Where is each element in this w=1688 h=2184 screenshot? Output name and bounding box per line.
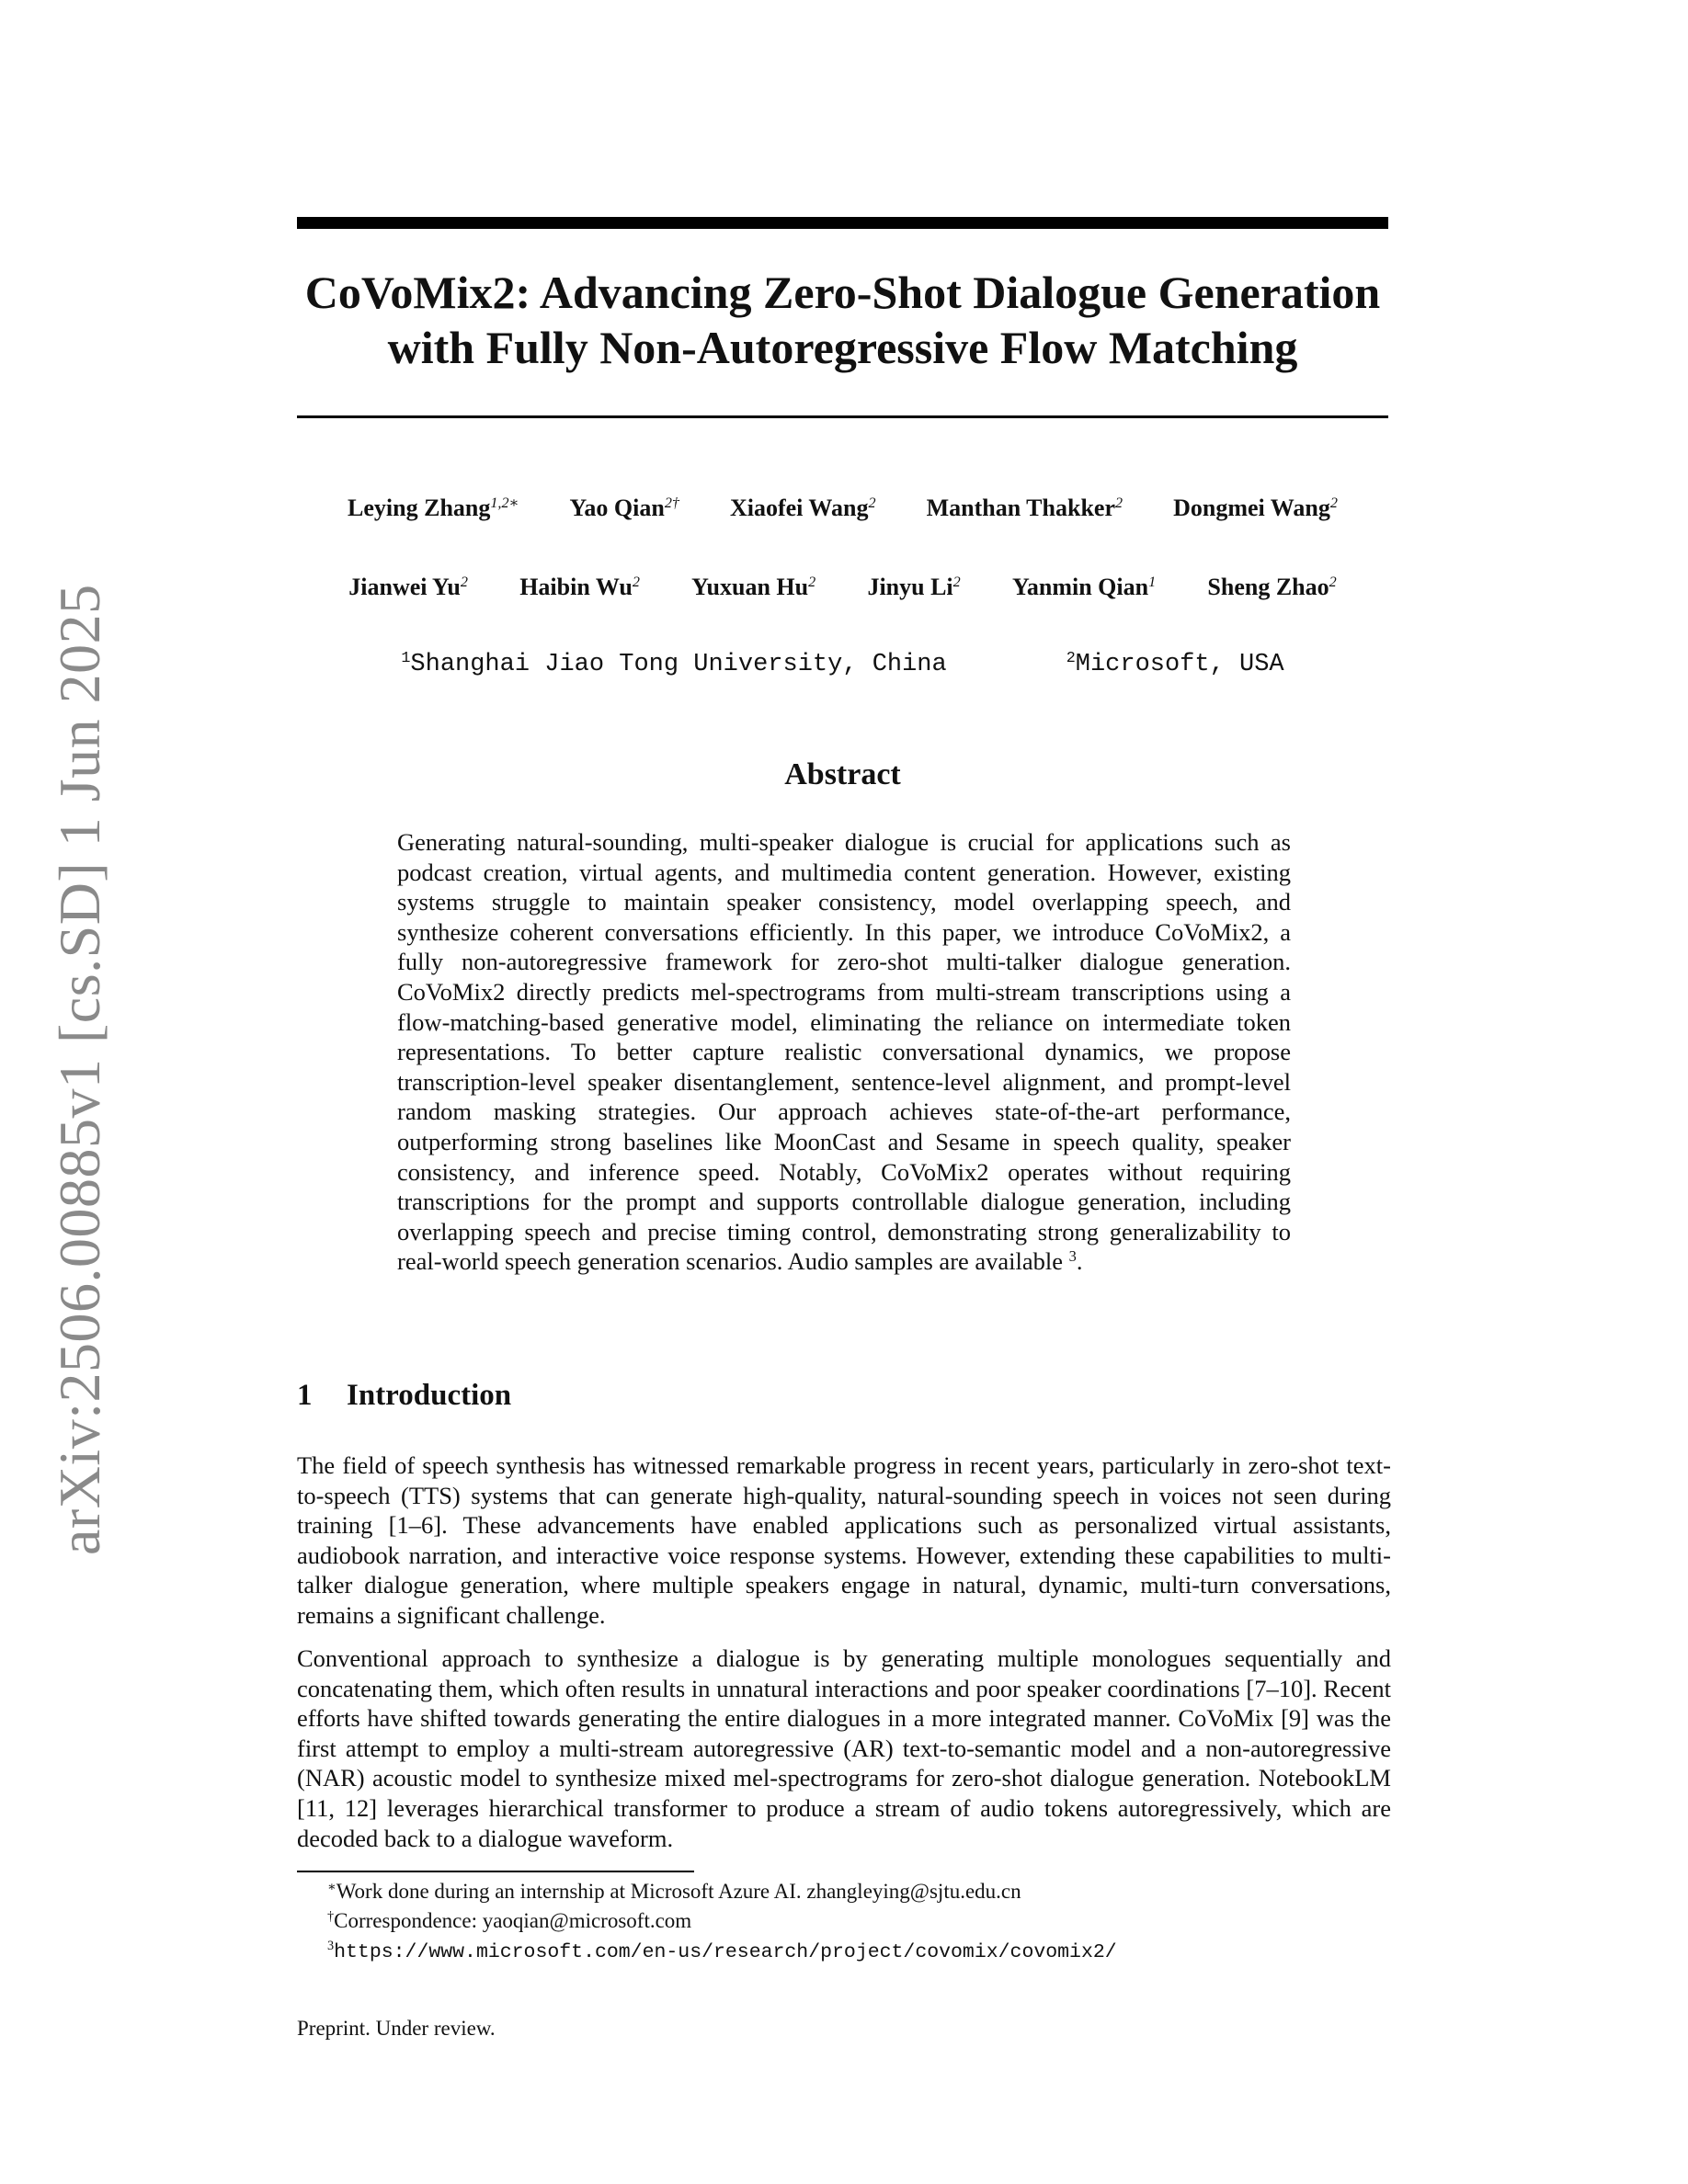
author: Jianwei Yu$^2$ [348, 574, 468, 600]
author: Manthan Thakker$^2$ [926, 495, 1123, 521]
intro-paragraph-2: Conventional approach to synthesize a dialogue is by generating multiple monologues sequentially and concatenating them, which often results in unnatural interactions and poor speaker coordinations [7–10]. Recent efforts have shifted towards generating the entire dialogues in a more integrated manner. CoVoMix [9] was the first attempt to employ a multi-stream autoregressive (AR) text-to-semantic model and a non-autoregressive (NAR) acoustic model to synthesize mixed mel-spectrograms for zero-shot dialogue generation. NotebookLM [11, 12] leverages hierarchical transformer to produce a stream of audio tokens autoregressively, which are decoded back to a dialogue waveform. [297, 1644, 1391, 1852]
section-title: Introduction [347, 1379, 512, 1412]
affiliation: $^2$Microsoft, USA [1066, 649, 1284, 678]
affiliation: $^1$Shanghai Jiao Tong University, China [401, 649, 947, 678]
arxiv-identifier-stamp: arXiv:2506.00885v1 [cs.SD] 1 Jun 2025 [47, 584, 112, 1555]
title-line-2: with Fully Non-Autoregressive Flow Matching [387, 322, 1298, 373]
title-bottom-rule [297, 415, 1388, 418]
author: Jinyu Li$^2$ [867, 574, 961, 600]
author: Yao Qian$^{2\dagger}$ [569, 495, 679, 521]
title-top-rule [297, 217, 1388, 229]
author: Dongmei Wang$^2$ [1173, 495, 1338, 521]
footnote: †Correspondence: yaoqian@microsoft.com [327, 1909, 692, 1932]
section-number: 1 [297, 1379, 313, 1412]
author: Leying Zhang$^{1,2∗}$ [348, 495, 519, 521]
preprint-note: Preprint. Under review. [297, 2017, 496, 2040]
footnote-marker[interactable]: 3 [1068, 1247, 1077, 1266]
author-list-row-1 [297, 495, 1388, 522]
author-list-row-2 [297, 574, 1388, 601]
intro-paragraph-1: The field of speech synthesis has witnessed remarkable progress in recent years, particularly in zero-shot text-to-speech (TTS) systems that can generate high-quality, natural-sounding speech in voices not seen during training [1–6]. These advancements have enabled applications such as personalized virtual assistants, audiobook narration, and interactive voice response systems. However, extending these capabilities to multi-talker dialogue generation, where multiple speakers engage in natural, dynamic, multi-turn conversations, remains a significant challenge. [297, 1451, 1391, 1629]
author: Xiaofei Wang$^2$ [729, 495, 876, 521]
author: Haibin Wu$^2$ [519, 574, 640, 600]
title-line-1: CoVoMix2: Advancing Zero-Shot Dialogue Generation [304, 267, 1381, 318]
footnotes [327, 1877, 1385, 1967]
author: Yuxuan Hu$^2$ [691, 574, 816, 600]
project-url-link[interactable]: https://www.microsoft.com/en-us/research/project/covomix/covomix2/ [334, 1941, 1117, 1963]
abstract-text: Generating natural-sounding, multi-speaker dialogue is crucial for applications such as podcast creation, virtual agents, and multimedia content generation. However, existing systems struggle to maintain speaker consistency, model overlapping speech, and synthesize coherent conversations efficiently. In this paper, we introduce CoVoMix2, a fully non-autoregressive framework for zero-shot multi-talker dialogue generation. CoVoMix2 directly predicts mel-spectrograms from multi-stream transcriptions using a flow-matching-based generative model, eliminating the reliance on intermediate token representations. To better capture realistic conversational dynamics, we propose transcription-level speaker disentanglement, sentence-level alignment, and prompt-level random masking strategies. Our approach achieves state-of-the-art performance, outperforming strong baselines like MoonCast and Sesame in speech quality, speaker consistency, and inference speed. Notably, CoVoMix2 operates without requiring transcriptions for the prompt and supports controllable dialogue generation, including overlapping speech and precise timing control, demonstrating strong generalizability to real-world speech generation scenarios. Audio samples are available [397, 828, 1291, 1276]
section-heading-introduction [297, 1379, 511, 1413]
abstract-heading: Abstract [784, 757, 901, 791]
author: Sheng Zhao$^2$ [1207, 574, 1337, 600]
abstract-body: Generating natural-sounding, multi-speaker dialogue is crucial for applications such as podcast creation, virtual agents, and multimedia content generation. However, existing systems struggle to maintain speaker consistency, model overlapping speech, and synthesize coherent conversations efficiently. In this paper, we introduce CoVoMix2, a fully non-autoregressive framework for zero-shot multi-talker dialogue generation. CoVoMix2 directly predicts mel-spectrograms from multi-stream transcriptions using a flow-matching-based generative model, eliminating the reliance on intermediate token representations. To better capture realistic conversational dynamics, we propose transcription-level speaker disentanglement, sentence-level alignment, and prompt-level random masking strategies. Our approach achieves state-of-the-art performance, outperforming strong baselines like MoonCast and Sesame in speech quality, speaker consistency, and inference speed. Notably, CoVoMix2 operates without requiring transcriptions for the prompt and supports controllable dialogue generation, including overlapping speech and precise timing control, demonstrating strong generalizability to real-world speech generation scenarios. Audio samples are available $^3$. [397, 828, 1291, 1276]
footnote-rule [297, 1871, 694, 1872]
author: Yanmin Qian$^1$ [1011, 574, 1157, 600]
footnote: $^3$https://www.microsoft.com/en-us/research/project/covomix/covomix2/ [327, 1939, 1117, 1963]
affiliations [297, 651, 1388, 678]
footnote: ∗Work done during an internship at Microsoft Azure AI. zhangleying@sjtu.edu.cn [327, 1880, 1021, 1903]
paper-title [297, 265, 1388, 375]
